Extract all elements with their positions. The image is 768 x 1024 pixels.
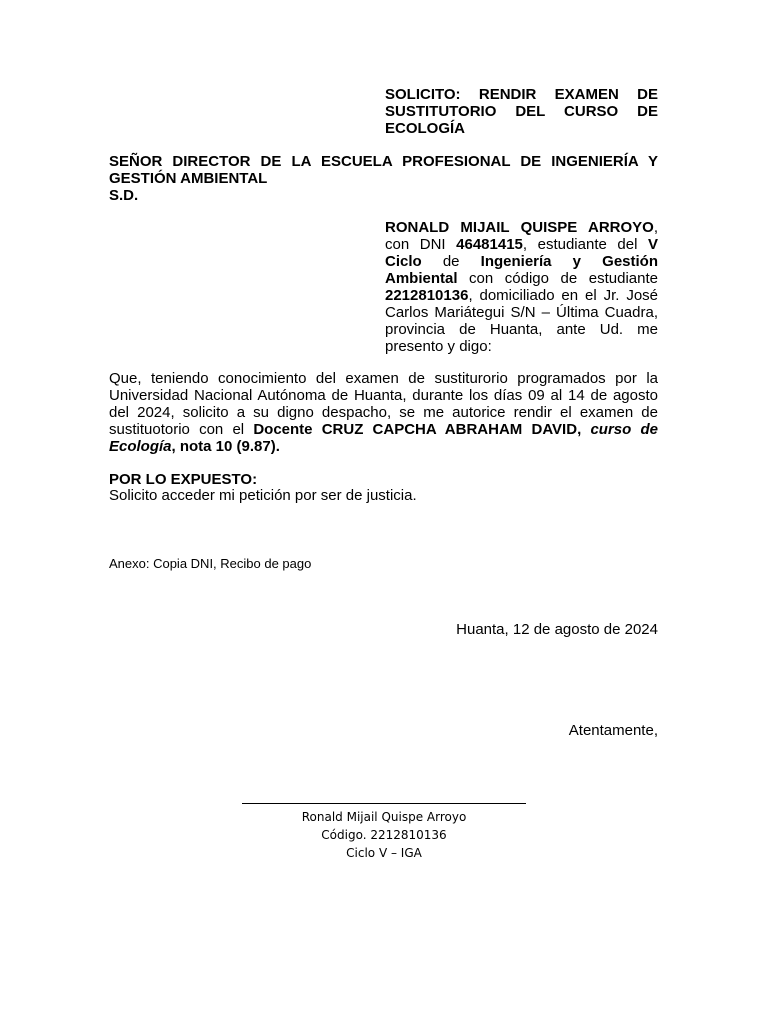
subject-text: SOLICITO: RENDIR EXAMEN DE SUSTITUTORIO DEL CURSO DE ECOLOGÍA (385, 86, 658, 137)
addressee-sd: S.D. (109, 187, 139, 204)
intro-text-2: , estudiante del (522, 236, 648, 253)
intro-paragraph (385, 219, 658, 355)
signature-name: Ronald Mijail Quispe Arroyo (301, 810, 467, 824)
applicant-cycle: V Ciclo (385, 236, 658, 270)
addressee-line: SEÑOR DIRECTOR DE LA ESCUELA PROFESIONAL DE INGENIERÍA Y GESTIÓN AMBIENTAL (109, 153, 658, 187)
body-text-3: , nota 10 (9.87). (171, 438, 280, 455)
intro-text-3: de (421, 253, 481, 270)
por-lo-expuesto-heading: POR LO EXPUESTO: (109, 471, 258, 488)
course-name: curso de Ecología (109, 421, 658, 455)
signature-code: Código. 2212810136 (321, 828, 447, 842)
place-date: Huanta, 12 de agosto de 2024 (456, 621, 658, 638)
request-line: Solicito acceder mi petición por ser de justicia. (109, 487, 417, 504)
signature-cycle: Ciclo V – IGA (346, 846, 422, 860)
docente-name: Docente CRUZ CAPCHA ABRAHAM DAVID (253, 421, 578, 438)
body-paragraph (109, 370, 658, 455)
closing-salutation: Atentamente, (568, 722, 658, 739)
applicant-code: 2212810136 (385, 287, 469, 304)
applicant-dni: 46481415 (456, 236, 523, 253)
signature-line (242, 803, 526, 804)
subject-line (385, 86, 658, 137)
intro-text-1: , con DNI (385, 219, 658, 253)
annex-line: Anexo: Copia DNI, Recibo de pago (109, 556, 312, 571)
addressee (109, 153, 658, 204)
body-text-1: Que, teniendo conocimiento del examen de sustiturorio programados por la Universidad Nacional Autónoma de Huanta, durante los días 09 al 14 de agosto del 2024, solicito a su digno despacho, se me autorice rendir el examen de sustituotorio con el (109, 370, 658, 438)
intro-text-4: con código de estudiante (457, 270, 658, 287)
signature-block (242, 808, 526, 862)
applicant-name: RONALD MIJAIL QUISPE ARROYO (385, 219, 654, 236)
intro-text-5: , domiciliado en el Jr. José Carlos Mariátegui S/N – Última Cuadra, provincia de Huanta, ante Ud. me presento y digo: (385, 287, 658, 355)
applicant-career: Ingeniería y Gestión Ambiental (385, 253, 658, 287)
body-text-2: , (577, 421, 591, 438)
